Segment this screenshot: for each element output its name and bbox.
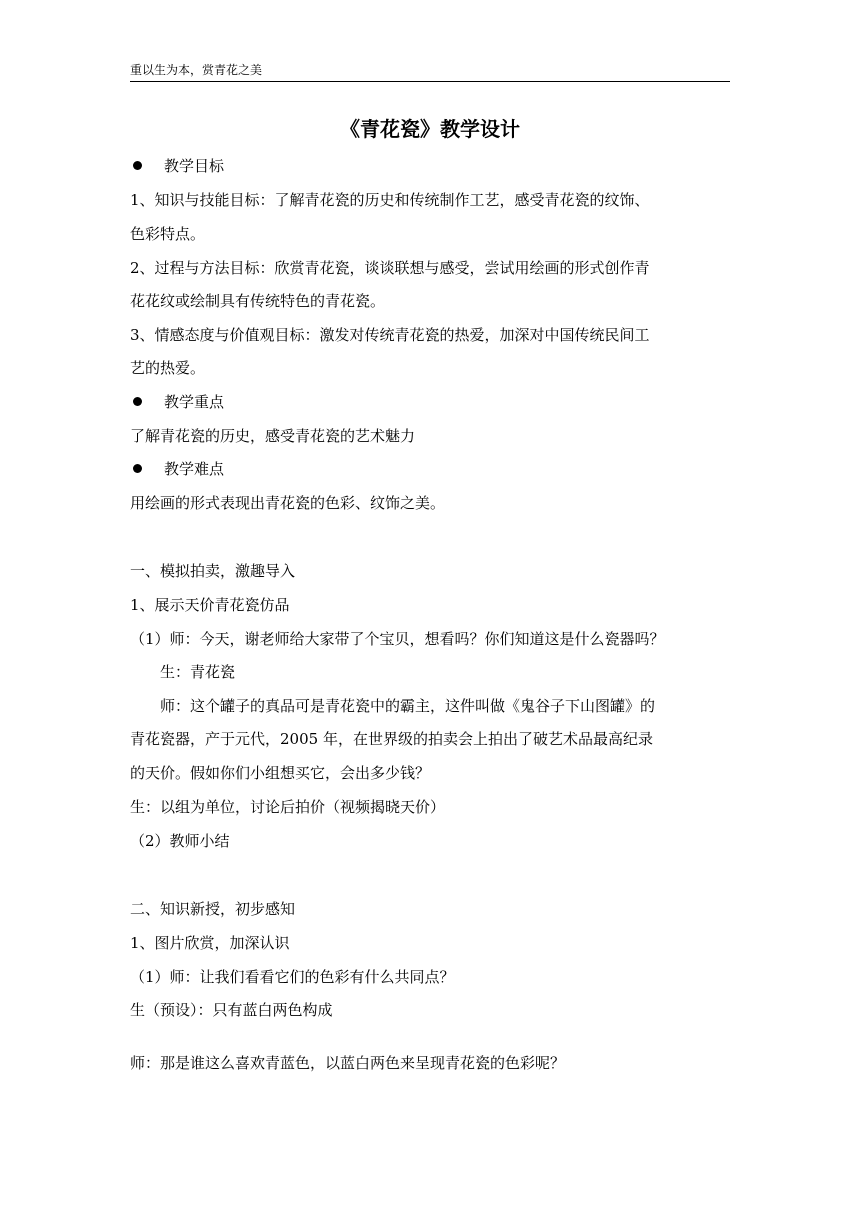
section-1-paragraph-5: （2）教师小结	[130, 832, 230, 850]
section-1-paragraph-3-line-1: 师：这个罐子的真品可是青花瓷中的霸主，这件叫做《鬼谷子下山图罐》的	[160, 697, 656, 715]
bullet-icon	[133, 397, 142, 406]
document-title: 《青花瓷》教学设计	[340, 117, 520, 141]
section-difficulty-heading	[130, 458, 730, 480]
key-point-heading-text: 教学重点	[164, 393, 225, 411]
section-1-paragraph-2: 生：青花瓷	[160, 663, 236, 681]
page-header: 重以生为本，赏青花之美	[130, 62, 730, 82]
goal-2-line-2: 花花纹或绘制具有传统特色的青花瓷。	[130, 292, 386, 310]
difficulty-heading-text: 教学难点	[164, 460, 225, 478]
goal-1-line-2: 色彩特点。	[130, 225, 206, 243]
goal-2-line-1: 2、过程与方法目标：欣赏青花瓷，谈谈联想与感受，尝试用绘画的形式创作青	[130, 259, 650, 277]
goals-heading-text: 教学目标	[164, 157, 225, 175]
section-2-heading: 二、知识新授，初步感知	[130, 900, 296, 918]
section-2-sub-1: 1、图片欣赏，加深认识	[130, 934, 290, 952]
section-1-paragraph-1: （1）师：今天，谢老师给大家带了个宝贝，想看吗？你们知道这是什么瓷器吗？	[130, 630, 665, 648]
section-2-paragraph-3: 师：那是谁这么喜欢青蓝色，以蓝白两色来呈现青花瓷的色彩呢？	[130, 1054, 566, 1072]
section-1-heading: 一、模拟拍卖，激趣导入	[130, 562, 296, 580]
section-1-sub-1: 1、展示天价青花瓷仿品	[130, 596, 290, 614]
goal-3-line-2: 艺的热爱。	[130, 359, 206, 377]
section-key-point-heading	[130, 391, 730, 413]
goal-3-line-1: 3、情感态度与价值观目标：激发对传统青花瓷的热爱，加深对中国传统民间工	[130, 326, 650, 344]
section-goals-heading	[130, 155, 730, 177]
section-2-paragraph-2: 生（预设）：只有蓝白两色构成	[130, 1001, 333, 1019]
difficulty-text: 用绘画的形式表现出青花瓷的色彩、纹饰之美。	[130, 494, 446, 512]
section-1-paragraph-3-line-3: 的天价。假如你们小组想买它，会出多少钱？	[130, 764, 431, 782]
section-2-paragraph-1: （1）师：让我们看看它们的色彩有什么共同点？	[130, 968, 455, 986]
bullet-icon	[133, 464, 142, 473]
key-point-text: 了解青花瓷的历史，感受青花瓷的艺术魅力	[130, 427, 416, 445]
bullet-icon	[133, 161, 142, 170]
section-1-paragraph-3-line-2: 青花瓷器，产于元代，2005 年，在世界级的拍卖会上拍出了破艺术品最高纪录	[130, 730, 653, 748]
goal-1-line-1: 1、知识与技能目标：了解青花瓷的历史和传统制作工艺，感受青花瓷的纹饰、	[130, 191, 650, 209]
section-1-paragraph-4: 生：以组为单位，讨论后拍价（视频揭晓天价）	[130, 798, 446, 816]
